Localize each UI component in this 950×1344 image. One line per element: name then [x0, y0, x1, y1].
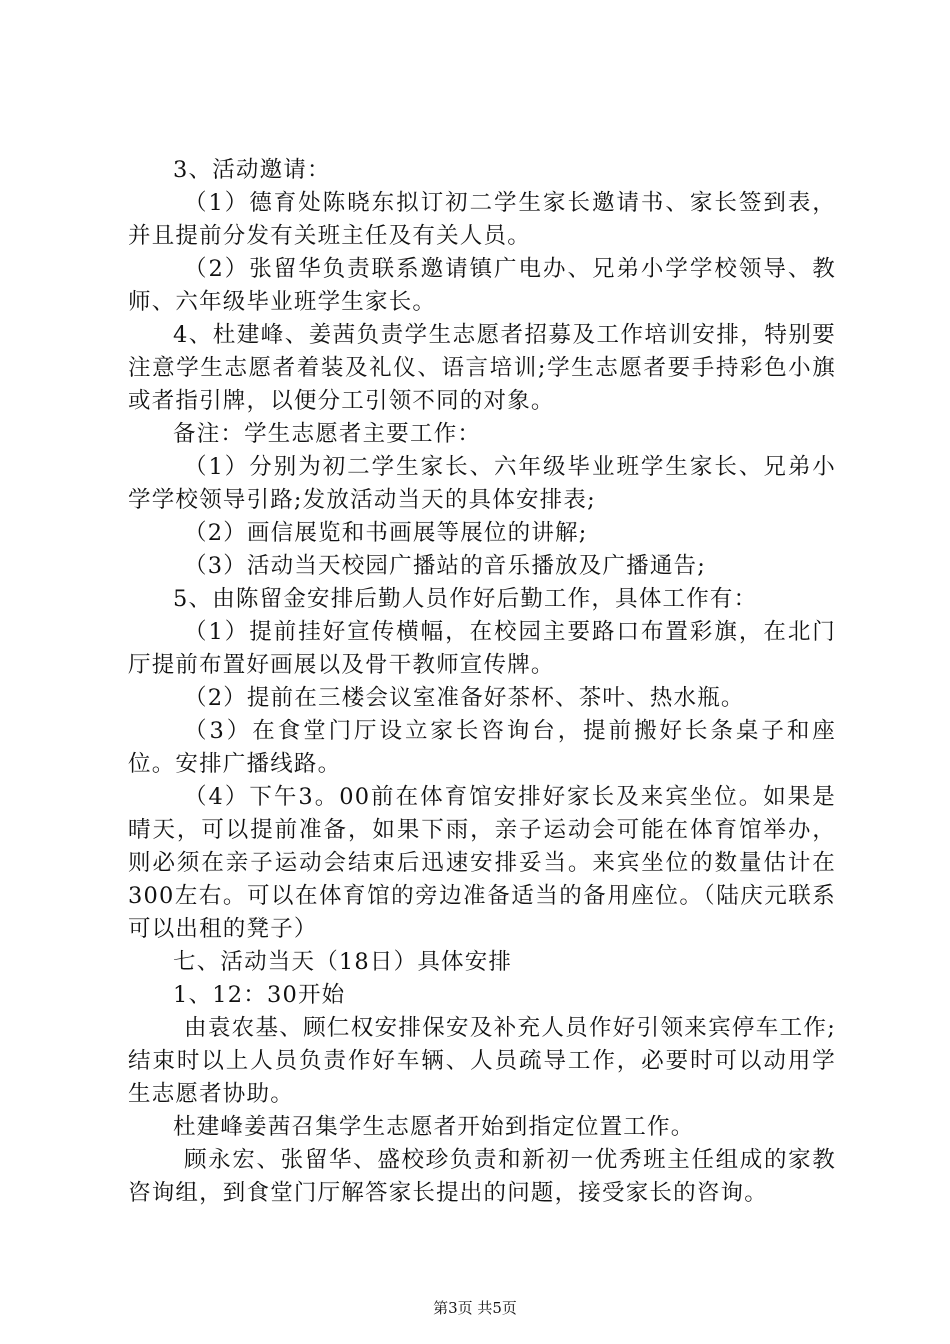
- paragraph-volunteer-task-3: （3）活动当天校园广播站的音乐播放及广播通告;: [184, 553, 706, 579]
- paragraph-logistics-4: （4）下午3。00前在体育馆安排好家长及来宾坐位。如果是晴天，可以提前准备，如果下雨，亲子运动会可能在体育馆举办，则必须在亲子运动会结束后迅速安排妥当。来宾坐位的数量估计在300左右。可以在体育馆的旁边准备适当的备用座位。（陆庆元联系可以出租的凳子）: [128, 784, 836, 942]
- paragraph-volunteer-positions: 杜建峰姜茜召集学生志愿者开始到指定位置工作。: [173, 1114, 695, 1140]
- section-heading-day-schedule: 七、活动当天（18日）具体安排: [173, 949, 513, 975]
- document-body: [128, 154, 836, 1210]
- paragraph-logistics-3: （3）在食堂门厅设立家长咨询台，提前搬好长条桌子和座位。安排广播线路。: [128, 718, 836, 777]
- paragraph-logistics: 5、由陈留金安排后勤人员作好后勤工作，具体工作有：: [173, 586, 758, 612]
- paragraph-volunteer-note: 备注：学生志愿者主要工作：: [173, 421, 482, 447]
- paragraph-invitation-2: （2）张留华负责联系邀请镇广电办、兄弟小学学校领导、教师、六年级毕业班学生家长。: [128, 256, 836, 315]
- paragraph-schedule-start: 1、12：30开始: [173, 982, 346, 1008]
- paragraph-consultation-group: 顾永宏、张留华、盛校珍负责和新初一优秀班主任组成的家教咨询组，到食堂门厅解答家长提出的问题，接受家长的咨询。: [128, 1147, 836, 1206]
- paragraph-volunteer-task-1: （1）分别为初二学生家长、六年级毕业班学生家长、兄弟小学学校领导引路;发放活动当天的具体安排表;: [128, 454, 836, 513]
- page-footer: 第3页 共5页: [433, 1299, 517, 1317]
- paragraph-invitation-1: （1）德育处陈晓东拟订初二学生家长邀请书、家长签到表，并且提前分发有关班主任及有关人员。: [128, 190, 836, 249]
- paragraph-logistics-1: （1）提前挂好宣传横幅，在校园主要路口布置彩旗，在北门厅提前布置好画展以及骨干教师宣传牌。: [128, 619, 836, 678]
- paragraph-logistics-2: （2）提前在三楼会议室准备好茶杯、茶叶、热水瓶。: [184, 685, 745, 711]
- paragraph-volunteer-task-2: （2）画信展览和书画展等展位的讲解;: [184, 520, 588, 546]
- paragraph-activity-invitation: 3、活动邀请：: [173, 157, 331, 183]
- paragraph-volunteer-recruitment: 4、杜建峰、姜茜负责学生志愿者招募及工作培训安排，特别要注意学生志愿者着装及礼仪、语言培训;学生志愿者要手持彩色小旗或者指引牌，以便分工引领不同的对象。: [128, 322, 836, 414]
- paragraph-security-parking: 由袁农基、顾仁权安排保安及补充人员作好引领来宾停车工作;结束时以上人员负责作好车辆、人员疏导工作，必要时可以动用学生志愿者协助。: [128, 1015, 836, 1107]
